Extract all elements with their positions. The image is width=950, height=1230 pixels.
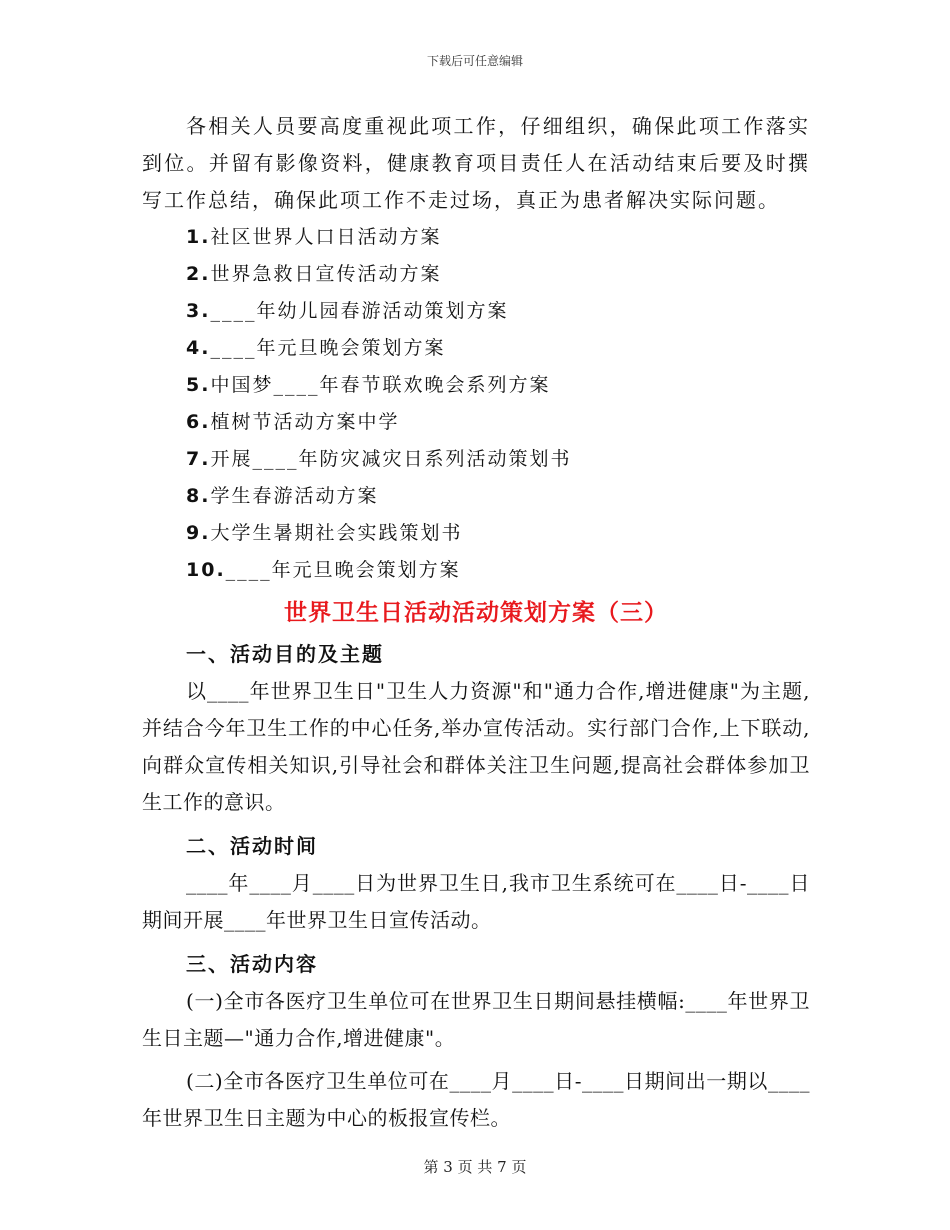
list-item-text: 中国梦____年春节联欢晚会系列方案 [210, 374, 551, 396]
document-body [142, 108, 810, 1137]
related-list [142, 219, 810, 589]
document-title: 世界卫生日活动活动策划方案（三） [284, 599, 668, 626]
list-item-text: ____年幼儿园春游活动策划方案 [210, 300, 509, 322]
intro-paragraph: 各相关人员要高度重视此项工作，仔细组织，确保此项工作落实到位。并留有影像资料，健康教育项目责任人在活动结束后要及时撰写工作总结，确保此项工作不走过场，真正为患者解决实际问题。 [142, 114, 810, 212]
list-item-number: 9. [186, 522, 211, 544]
page-footer: 第 3 页 共 7 页 [423, 1158, 527, 1176]
list-item-text: ____年元旦晚会策划方案 [210, 337, 446, 359]
list-item [142, 552, 810, 589]
page-header: 下载后可任意编辑 [426, 54, 523, 68]
list-item-number: 10. [186, 559, 226, 581]
list-item [142, 515, 810, 552]
list-item [142, 478, 810, 515]
list-item-number: 7. [186, 448, 211, 470]
content-item-2: (二)全市各医疗卫生单位可在____月____日-____日期间出一期以____年世界卫生日主题为中心的板报宣传栏。 [142, 1069, 810, 1130]
section-paragraph-time: ____年____月____日为世界卫生日,我市卫生系统可在____日-____日期间开展____年世界卫生日宣传活动。 [142, 871, 810, 932]
list-item-text: 大学生暑期社会实践策划书 [210, 522, 463, 544]
list-item-number: 1. [186, 226, 211, 248]
list-item-text: 学生春游活动方案 [210, 485, 379, 507]
section-heading-time: 二、活动时间 [186, 834, 318, 858]
list-item-text: 世界急救日宣传活动方案 [210, 263, 442, 285]
section-heading-content: 三、活动内容 [186, 952, 318, 976]
list-item-text: 开展____年防灾减灾日系列活动策划书 [210, 448, 572, 470]
list-item [142, 404, 810, 441]
section-heading-purpose: 一、活动目的及主题 [186, 642, 384, 666]
list-item [142, 256, 810, 293]
list-item-number: 3. [186, 300, 211, 322]
list-item-number: 6. [186, 411, 211, 433]
list-item [142, 441, 810, 478]
list-item-number: 2. [186, 263, 211, 285]
list-item-number: 8. [186, 485, 211, 507]
list-item-text: ____年元旦晚会策划方案 [225, 559, 461, 581]
list-item [142, 293, 810, 330]
list-item [142, 367, 810, 404]
section-paragraph-purpose: 以____年世界卫生日"卫生人力资源"和"通力合作,增进健康"为主题,并结合今年卫生工作的中心任务,举办宣传活动。实行部门合作,上下联动,向群众宣传相关知识,引导社会和群体关注卫生问题,提高社会群体参加卫生工作的意识。 [142, 679, 810, 814]
content-item-1: (一)全市各医疗卫生单位可在世界卫生日期间悬挂横幅:____年世界卫生日主题—"通力合作,增进健康"。 [142, 989, 810, 1050]
list-item-number: 5. [186, 374, 211, 396]
list-item [142, 330, 810, 367]
list-item-text: 植树节活动方案中学 [210, 411, 400, 433]
list-item-text: 社区世界人口日活动方案 [210, 226, 442, 248]
list-item-number: 4. [186, 337, 211, 359]
list-item [142, 219, 810, 256]
